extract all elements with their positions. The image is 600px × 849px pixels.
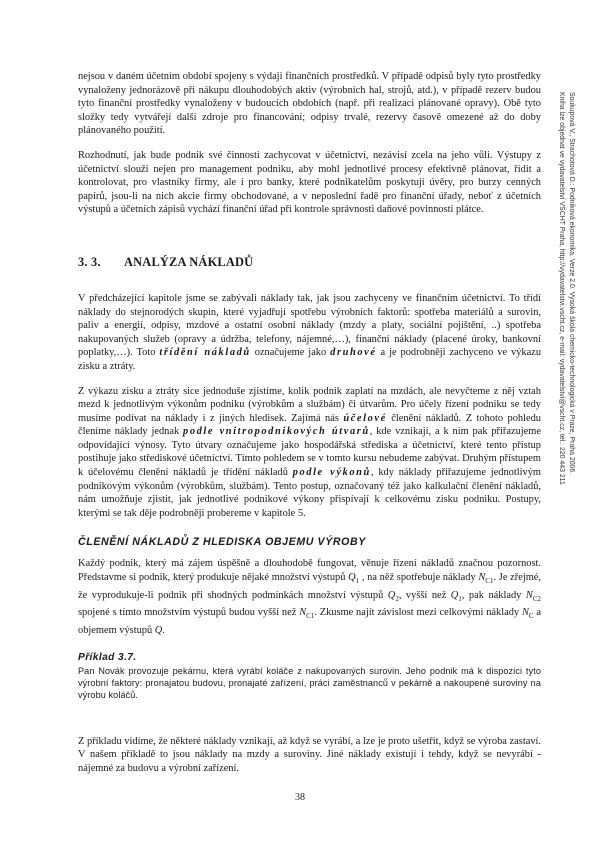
emphasis-by-type: druhové — [330, 347, 377, 359]
emphasis-purpose: účelové — [343, 412, 387, 424]
subsection-heading: ČLENĚNÍ NÁKLADŮ Z HLEDISKA OBJEMU VÝROBY — [78, 536, 366, 549]
emphasis-by-outputs: podle výkonů — [292, 467, 371, 479]
paragraph-accounting-outputs: Rozhodnutí, jak bude podnik své činnosti zachycovat v účetnictví, nezávisí zcela na jeho vůli. Výstupy z účetnictví slouží nejen pro management podniku, aby mohl jednotlivé procesy efektivně plánovat, řídit a kontrolovat, pro vlastníky firmy, ale i pro banky, které podnikatelům poskytují úvěry, pro burzy cenných papírů, jsou-li na nich akcie firmy obchodované, a v neposlední řadě pro finanční úřady, neboť z účetních výstupů a účetních zápisů vychází finanční úřad při kontrole správnosti daňové povinnosti plátce. — [78, 149, 541, 216]
emphasis-cost-sorting: třídění nákladů — [159, 347, 251, 359]
paragraph-example-conclusion: Z příkladu vidíme, že některé náklady vznikají, až když se vyrábí, a lze je proto ušetřit, když se výroba zastaví. V našem příkladě to jsou náklady na mzdy a suroviny. Jiné náklady existují i tehdy, když se nevyrábí - nájemné za budovu a výrobní zařízení. — [78, 735, 541, 775]
margin-citation — [556, 92, 576, 485]
section-number: 3. 3. — [78, 254, 101, 269]
example-text: Pan Novák provozuje pekárnu, která vyrábí koláče z nakupovaných surovin. Jeho podnik má k dispozici tyto výrobní faktory: pronajatou budovu, pronajaté zařízení, práci zaměstnanců v pekárně a nakoupené suroviny na výrobu koláčů. — [78, 665, 541, 701]
paragraph-depreciation-reserves: nejsou v daném účetním období spojeny s výdaji finančních prostředků. V případě odpisů byly tyto prostředky vynaloženy jednorázově při nákupu dlouhodobých aktiv (výrobních hal, strojů, atd.), v případě rezerv budou tyto finanční prostředky vynaloženy v budoucích obdobích (např. při realizaci plánované opravy). Obě tyto složky tedy vytvářejí další zdroje pro financování; odpisy trvalé, rezervy časově omezené až do doby plánovaného použití. — [78, 71, 541, 137]
margin-citation-line-2: Kniha lze objednat ve vydavatelství VŠCHT Praha, http://vydavatelstvi.vscht.cz, e-mail: vydavatelstvi@vscht.cz, tel.: 220 443 211 — [558, 92, 565, 485]
paragraph-cost-classification: V předcházející kapitole jsme se zabývali náklady tak, jak jsou zachyceny ve finančním účetnictví. To třídí náklady do stejnorodých skupin, které vyjadřují spotřebu výrobních faktorů: spotřeba materiálů a surovin, paliv a energií, odpisy, mzdové a ostatní osobní náklady (mzdy a platy, sociální pojištění, ..) spotřeba nakupovaných služeb (opravy a údržba, telefony, nájemné,…), finanční náklady (placené úroky, bankovní poplatky,…). Toto třídění nákladů označujeme jako druhové a je podrobněji zachyceno ve výkazu zisku a ztráty. — [78, 292, 542, 372]
emphasis-by-departments: podle vnitropodnikových útvarů — [183, 426, 370, 438]
paragraph-purpose-classification: Z výkazu zisku a ztráty sice jednoduše zjistíme, kolik podnik zaplatí na mzdách, ale nevyčteme z něj vztah mezd k jednotlivým výkonům podniku (výrobkům a službám) či útvarům. Pro účely řízení podniku se tedy musíme podívat na náklady i z jiných hledisek. Zajímá nás účelové členění nákladů. Z tohoto pohledu členíme náklady jednak podle vnitropodnikových útvarů, kde vznikají, a k nim pak přiřazujeme odpovídající výnosy. Tyto útvary označujeme jako hospodářská střediska a účetnictví, které tento přístup postihuje jako střediskové účetnictví. Tímto pohledem se v tomto kursu nebudeme zabývat. Druhým přístupem k účelovému členění nákladů je třídění nákladů podle výkonů, kdy náklady přiřazujeme jednotlivým podnikovým výkonům (výrobkům, službám). Tento postup, označovaný též jako kalkulační členění nákladů, nám umožňuje zjistit, jak jednotlivé podnikové výkony přispívají k celkovému zisku podniku. Postupy, kterými se tak děje podrobněji probereme v kapitole 5. — [78, 385, 542, 519]
page-number: 38 — [295, 792, 305, 803]
page-content — [78, 70, 541, 787]
example-title: Příklad 3.7. — [78, 651, 137, 663]
paragraph-cost-dependency: Každý podnik, který má zájem úspěšně a dlouhodobě fungovat, věnuje řízení nákladů značnou pozornost. Představme si podnik, který produkuje nějaké množství výstupů $Q_1$ , na něž spotřebuje náklady $N_{C1}$. Je zřejmé, že vyprodukuje-li podnik při shodných podmínkách množství výstupů $Q_2$, vyšší než $Q_1$, pak náklady $N_{C2}$ spojené s tímto množstvím výstupů budou vyšší než $N_{C1}$. Zkusme najít závislost mezi celkovými náklady $N_C$ a objemem výstupů Q. — [78, 558, 541, 637]
margin-citation-line-1: Soukupová V., Strachotová D.: Podniková ekonomika. Verze 2.0. Vysoká škola chemicko-technologická v Praze, Praha 2006. — [568, 92, 575, 475]
section-title: ANALÝZA NÁKLADŮ — [124, 254, 254, 269]
section-heading — [78, 255, 541, 270]
